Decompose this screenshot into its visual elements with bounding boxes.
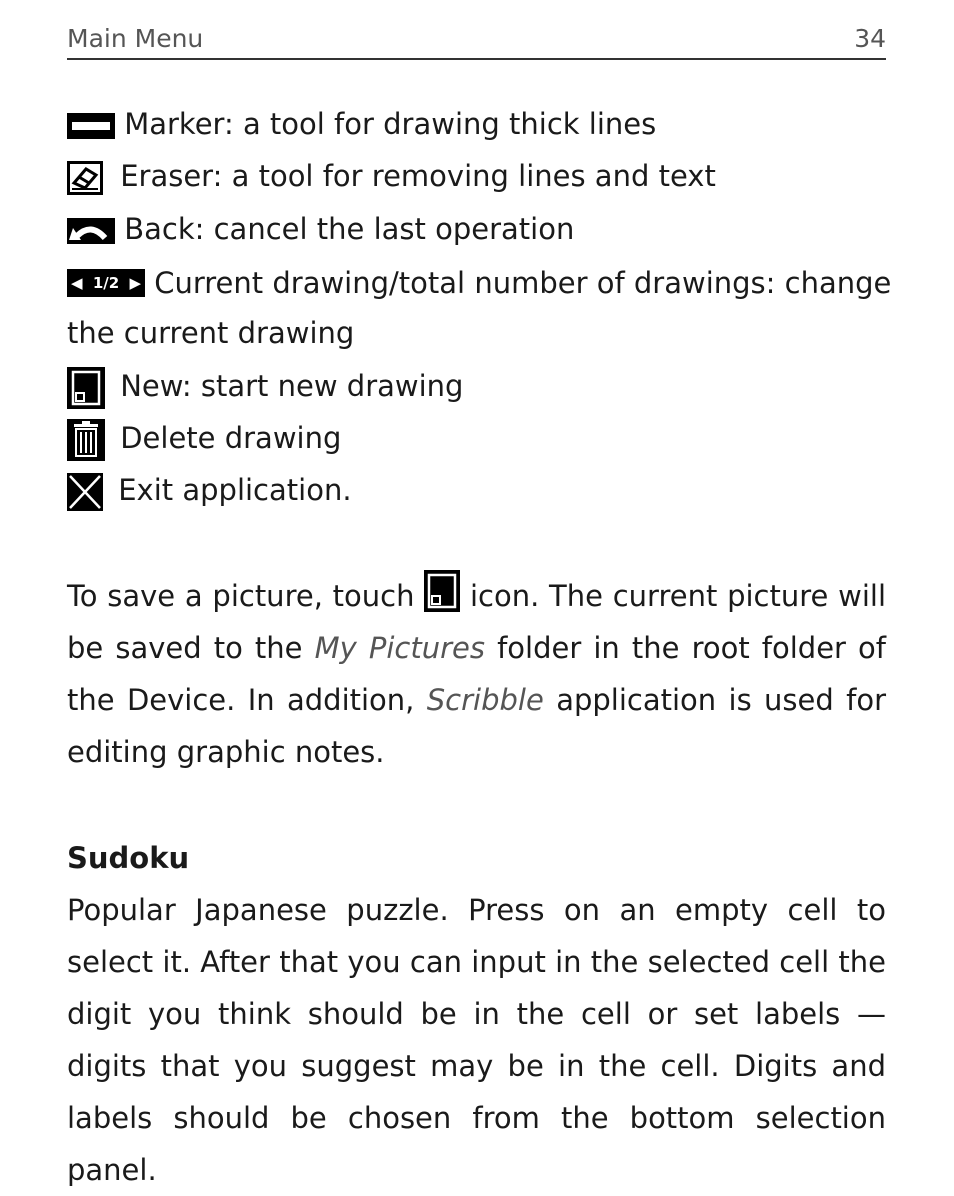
section-heading-sudoku: Sudoku [67, 841, 190, 875]
tool-row-new [67, 366, 463, 409]
eraser-description: Eraser: a tool for removing lines and text [120, 159, 716, 193]
pager-label: 1/2 [92, 274, 120, 292]
tool-row-back [67, 209, 574, 249]
save-paragraph [67, 570, 886, 778]
tool-row-exit [67, 470, 352, 511]
page-header [67, 24, 886, 60]
page-number: 34 [854, 24, 886, 53]
pager-description-continued: the current drawing [67, 316, 355, 350]
chevron-left-icon: ◀ [71, 274, 83, 292]
pager-description: Current drawing/total number of drawings: change [154, 266, 892, 300]
new-drawing-icon-inline [424, 570, 460, 612]
delete-description: Delete drawing [120, 421, 342, 455]
sudoku-paragraph: Popular Japanese puzzle. Press on an empty cell to select it. After that you can input in the selected cell the digit you think should be in the cell or set labels — digits that you suggest may be in the cell. Digits and labels should be chosen from the bottom selection panel. [67, 893, 886, 1187]
tool-row-eraser [67, 156, 716, 196]
folder-name: My Pictures [314, 631, 485, 665]
header-title: Main Menu [67, 24, 204, 53]
back-description: Back: cancel the last operation [124, 212, 575, 246]
new-description: New: start new drawing [120, 369, 464, 403]
save-text-1: To save a picture, touch [67, 579, 415, 613]
marker-icon [67, 113, 115, 139]
save-text-3: folder in the root folder of the Device. In addition, [67, 631, 887, 717]
new-drawing-icon [67, 367, 105, 409]
chevron-right-icon: ▶ [129, 274, 141, 292]
save-text-2: icon. The current picture will be saved to the [67, 579, 887, 665]
trash-icon [67, 419, 105, 461]
marker-description: Marker: a tool for drawing thick lines [124, 107, 657, 141]
undo-icon [67, 218, 115, 244]
exit-description: Exit application. [118, 473, 352, 507]
tool-row-delete [67, 418, 341, 461]
save-text-4: application is used for editing graphic notes. [67, 683, 886, 769]
eraser-icon [67, 161, 103, 195]
app-name: Scribble [426, 683, 544, 717]
tool-row-marker [67, 104, 656, 144]
close-icon [67, 473, 103, 511]
tool-row-pager [67, 261, 892, 303]
pager-icon [67, 269, 145, 297]
